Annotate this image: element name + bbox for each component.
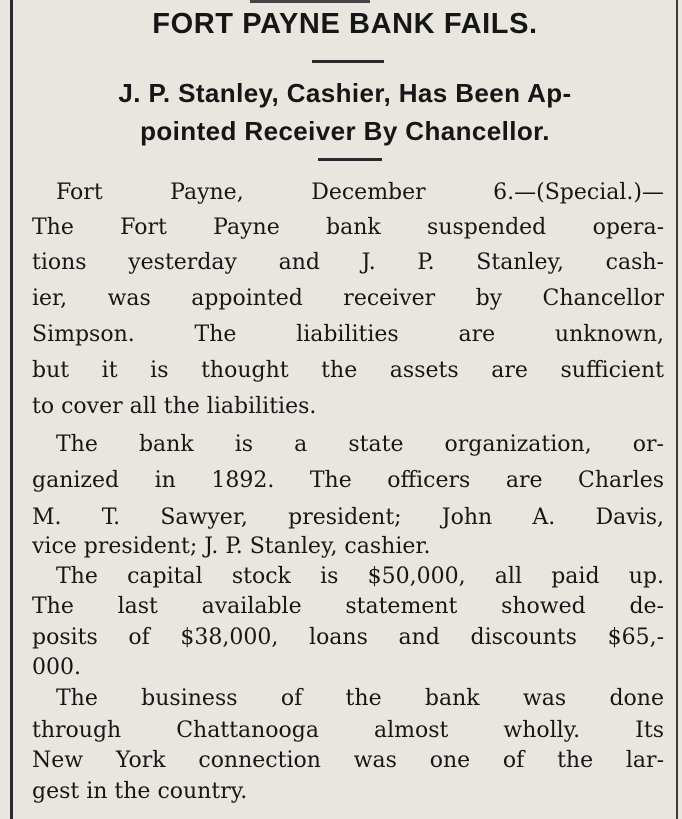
- column-rule-left: [10, 0, 13, 819]
- body-line: The last available statement showed de-: [32, 594, 664, 619]
- body-line: M. T. Sawyer, president; John A. Davis,: [32, 505, 664, 530]
- body-line: Simpson. The liabilities are unknown,: [32, 322, 664, 347]
- body-line: but it is thought the assets are sufficient: [32, 358, 664, 383]
- column-rule-right: [676, 0, 678, 819]
- headline-divider: [312, 60, 384, 63]
- body-line: through Chattanooga almost wholly. Its: [32, 718, 664, 743]
- deck-divider: [318, 158, 382, 161]
- body-line: Fort Payne, December 6.—(Special.)—: [56, 180, 664, 205]
- body-line: ganized in 1892. The officers are Charles: [32, 468, 664, 493]
- body-line: 000.: [32, 655, 81, 680]
- body-line: The Fort Payne bank suspended opera-: [32, 215, 664, 240]
- deck-line-2: pointed Receiver By Chancellor.: [140, 116, 550, 146]
- deck-line-1: J. P. Stanley, Cashier, Has Been Ap-: [118, 78, 572, 108]
- body-line: vice president; J. P. Stanley, cashier.: [32, 534, 431, 559]
- body-line: tions yesterday and J. P. Stanley, cash-: [32, 250, 664, 275]
- body-line: posits of $38,000, loans and discounts $65,-: [32, 625, 664, 650]
- headline: FORT PAYNE BANK FAILS.: [152, 8, 538, 40]
- body-line: New York connection was one of the lar-: [32, 748, 664, 773]
- body-line: The business of the bank was done: [56, 686, 664, 711]
- body-line: The capital stock is $50,000, all paid up.: [56, 564, 664, 589]
- top-rule: [250, 0, 370, 3]
- body-line: ier, was appointed receiver by Chancellor: [32, 286, 664, 311]
- body-line: to cover all the liabilities.: [32, 394, 317, 419]
- body-line: The bank is a state organization, or-: [56, 432, 664, 457]
- body-line: gest in the country.: [32, 779, 248, 804]
